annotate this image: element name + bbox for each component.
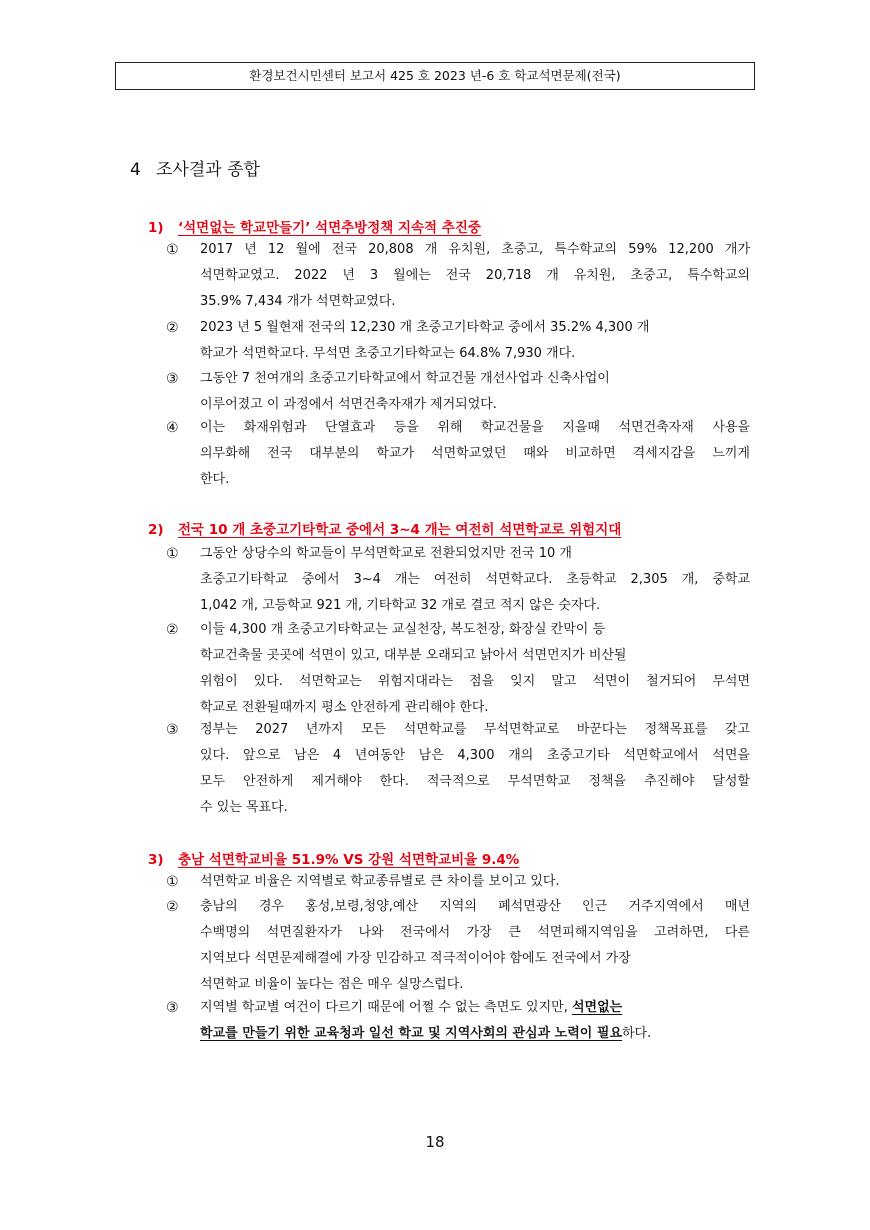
item-line: 이는 화재위험과 단열효과 등을 위해 학교건물을 지을때 석면건축자재 사용을 (200, 420, 750, 435)
item-line: 2017 년 12 월에 전국 20,808 개 유치원, 초중고, 특수학교의 59% 12,200 개가 (200, 242, 750, 257)
item-line: 석면학교였고. 2022 년 3 월에는 전국 20,718 개 유치원, 초중고, 특수학교의 (200, 268, 750, 283)
list-item (166, 415, 750, 493)
subsection-title: 충남 석면학교비율 51.9% VS 강원 석면학교비율 9.4% (178, 852, 520, 868)
section-heading (130, 155, 260, 180)
item-marker: ② (166, 320, 179, 336)
item-line: 모두 안전하게 제거해야 한다. 적극적으로 무석면학교 정책을 추진해야 달성할 (200, 774, 750, 789)
subsection-title: 전국 10 개 초중고기타학교 중에서 3~4 개는 여전히 석면학교로 위험지대 (178, 522, 622, 538)
list-item (166, 717, 750, 821)
item-line: 35.9% 7,434 개가 석면학교였다. (200, 294, 396, 309)
subsection-number: 1) (148, 220, 164, 236)
subsection-number: 2) (148, 522, 164, 538)
item-line: 수 있는 목표다. (200, 800, 288, 815)
item-line: 지역보다 석면문제해결에 가장 민감하고 적극적이어야 함에도 전국에서 가장 (200, 951, 631, 966)
item-line: 석면학교 비율이 높다는 점은 매우 실망스럽다. (200, 977, 464, 992)
item-marker: ① (166, 242, 179, 258)
item-line: 2023 년 5 월현재 전국의 12,230 개 초중고기타학교 중에서 35.2% 4,300 개 (200, 320, 650, 335)
item-line: 있다. 앞으로 남은 4 년여동안 남은 4,300 개의 초중고기타 석면학교에서 석면을 (200, 748, 750, 763)
item-marker: ④ (166, 420, 179, 436)
list-item (166, 541, 750, 619)
list-item (166, 869, 750, 895)
emphasis-text: 석면없는 (571, 1000, 623, 1015)
item-line: 수백명의 석면질환자가 나와 전국에서 가장 큰 석면피해지역임을 고려하면, 다른 (200, 925, 750, 940)
section-title: 조사결과 종합 (156, 160, 260, 180)
item-text: 하다. (622, 1026, 652, 1041)
subsection-2-heading (148, 518, 621, 538)
page-number: 18 (425, 1133, 445, 1151)
item-marker: ③ (166, 722, 179, 738)
item-line: 이루어졌고 이 과정에서 석면건축자재가 제거되었다. (200, 397, 497, 412)
item-line: 이들 4,300 개 초중고기타학교는 교실천장, 복도천장, 화장실 칸막이 등 (200, 622, 606, 637)
item-line: 의무화해 전국 대부분의 학교가 석면학교였던 때와 비교하면 격세지감을 느끼게 (200, 446, 750, 461)
item-line: 위험이 있다. 석면학교는 위험지대라는 점을 잊지 말고 석면이 철거되어 무석면 (200, 674, 750, 689)
subsection-1-heading (148, 216, 481, 236)
item-line: 학교가 석면학교다. 무석면 초중고기타학교는 64.8% 7,930 개다. (200, 346, 576, 361)
item-marker: ② (166, 622, 179, 638)
item-line: 그동안 7 천여개의 초중고기타학교에서 학교건물 개선사업과 신축사업이 (200, 371, 610, 386)
item-line: 초중고기타학교 중에서 3~4 개는 여전히 석면학교다. 초등학교 2,305 개, 중학교 (200, 572, 750, 587)
emphasis-text: 학교를 만들기 위한 교육청과 일선 학교 및 지역사회의 관심과 노력이 필요 (200, 1026, 622, 1041)
item-marker: ② (166, 899, 179, 915)
item-marker: ③ (166, 1000, 179, 1016)
item-line (200, 1021, 750, 1047)
list-item (166, 995, 750, 1047)
item-marker: ③ (166, 371, 179, 387)
item-marker: ① (166, 546, 179, 562)
list-item (166, 894, 750, 998)
list-item (166, 366, 750, 418)
item-line: 충남의 경우 홍성,보령,청양,예산 지역의 폐석면광산 인근 거주지역에서 매년 (200, 899, 750, 914)
item-line: 한다. (200, 472, 230, 487)
list-item (166, 617, 750, 721)
item-line: 1,042 개, 고등학교 921 개, 기타학교 32 개로 결코 적지 않은 숫자다. (200, 598, 601, 613)
running-header: 환경보건시민센터 보고서 425 호 2023 년-6 호 학교석면문제(전국) (115, 62, 755, 90)
item-line: 학교로 전환될때까지 평소 안전하게 관리해야 한다. (200, 700, 489, 715)
subsection-number: 3) (148, 852, 164, 868)
item-line (200, 995, 750, 1021)
item-marker: ① (166, 874, 179, 890)
subsection-title: ‘석면없는 학교만들기’ 석면추방정책 지속적 추진중 (178, 220, 481, 236)
list-item (166, 237, 750, 315)
item-line: 그동안 상당수의 학교들이 무석면학교로 전환되었지만 전국 10 개 (200, 546, 572, 561)
item-line: 정부는 2027 년까지 모든 석면학교를 무석면학교로 바꾼다는 정책목표를 갖고 (200, 722, 750, 737)
subsection-3-heading (148, 848, 519, 868)
item-line: 석면학교 비율은 지역별로 학교종류별로 큰 차이를 보이고 있다. (200, 874, 560, 889)
item-line: 학교건축물 곳곳에 석면이 있고, 대부분 오래되고 낡아서 석면먼지가 비산될 (200, 648, 627, 663)
item-text: 지역별 학교별 여건이 다르기 때문에 어쩔 수 없는 측면도 있지만, (200, 1000, 572, 1015)
list-item (166, 315, 750, 367)
section-number: 4 (130, 160, 141, 180)
